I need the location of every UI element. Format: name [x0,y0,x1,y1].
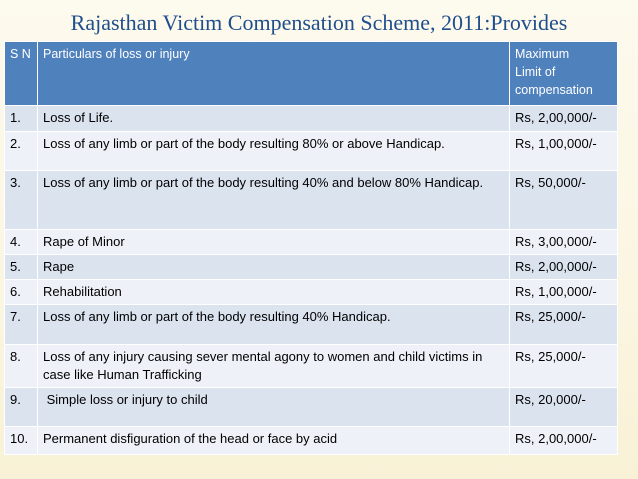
row-particulars: Loss of any limb or part of the body resulting 40% and below 80% Handicap. [38,171,510,230]
row-sn: 9. [5,388,38,427]
row-limit: Rs, 2,00,000/- [510,427,618,455]
row-limit: Rs, 1,00,000/- [510,132,618,171]
table-row [5,106,618,132]
row-particulars: Loss of any injury causing sever mental agony to women and child victims in case like Human Trafficking [38,345,510,388]
row-particulars: Permanent disfiguration of the head or face by acid [38,427,510,455]
row-limit: Rs, 50,000/- [510,171,618,230]
table-row [5,427,618,455]
row-particulars: Rape [38,255,510,280]
header-limit-line2: Limit of [515,65,556,79]
table-row [5,345,618,388]
row-particulars: Loss of Life. [38,106,510,132]
row-limit: Rs, 2,00,000/- [510,106,618,132]
slide-title: Rajasthan Victim Compensation Scheme, 2011:Provides [70,10,568,35]
row-limit: Rs, 20,000/- [510,388,618,427]
row-sn: 3. [5,171,38,230]
table-row [5,388,618,427]
row-particulars: Rape of Minor [38,230,510,255]
table-row [5,230,618,255]
table-row [5,280,618,305]
header-maximum-limit [510,42,618,106]
row-limit: Rs, 2,00,000/- [510,255,618,280]
row-sn: 2. [5,132,38,171]
table-row [5,305,618,345]
row-sn: 6. [5,280,38,305]
row-limit: Rs, 3,00,000/- [510,230,618,255]
table-header-row [5,42,618,106]
row-limit: Rs, 25,000/- [510,345,618,388]
compensation-table [4,41,618,455]
row-sn: 10. [5,427,38,455]
row-sn: 1. [5,106,38,132]
row-particulars: Loss of any limb or part of the body resulting 80% or above Handicap. [38,132,510,171]
table-row [5,171,618,230]
header-limit-line1: Maximum [515,47,570,61]
table-row [5,132,618,171]
row-sn: 4. [5,230,38,255]
table-row [5,255,618,280]
row-limit: Rs, 25,000/- [510,305,618,345]
row-sn: 8. [5,345,38,388]
row-sn: 7. [5,305,38,345]
row-sn: 5. [5,255,38,280]
row-particulars: Rehabilitation [38,280,510,305]
row-particulars: Loss of any limb or part of the body resulting 40% Handicap. [38,305,510,345]
row-limit: Rs, 1,00,000/- [510,280,618,305]
header-limit-line3: compensation [515,83,593,97]
row-particulars: Simple loss or injury to child [38,388,510,427]
header-sn: S N [5,42,38,106]
header-particulars: Particulars of loss or injury [38,42,510,106]
